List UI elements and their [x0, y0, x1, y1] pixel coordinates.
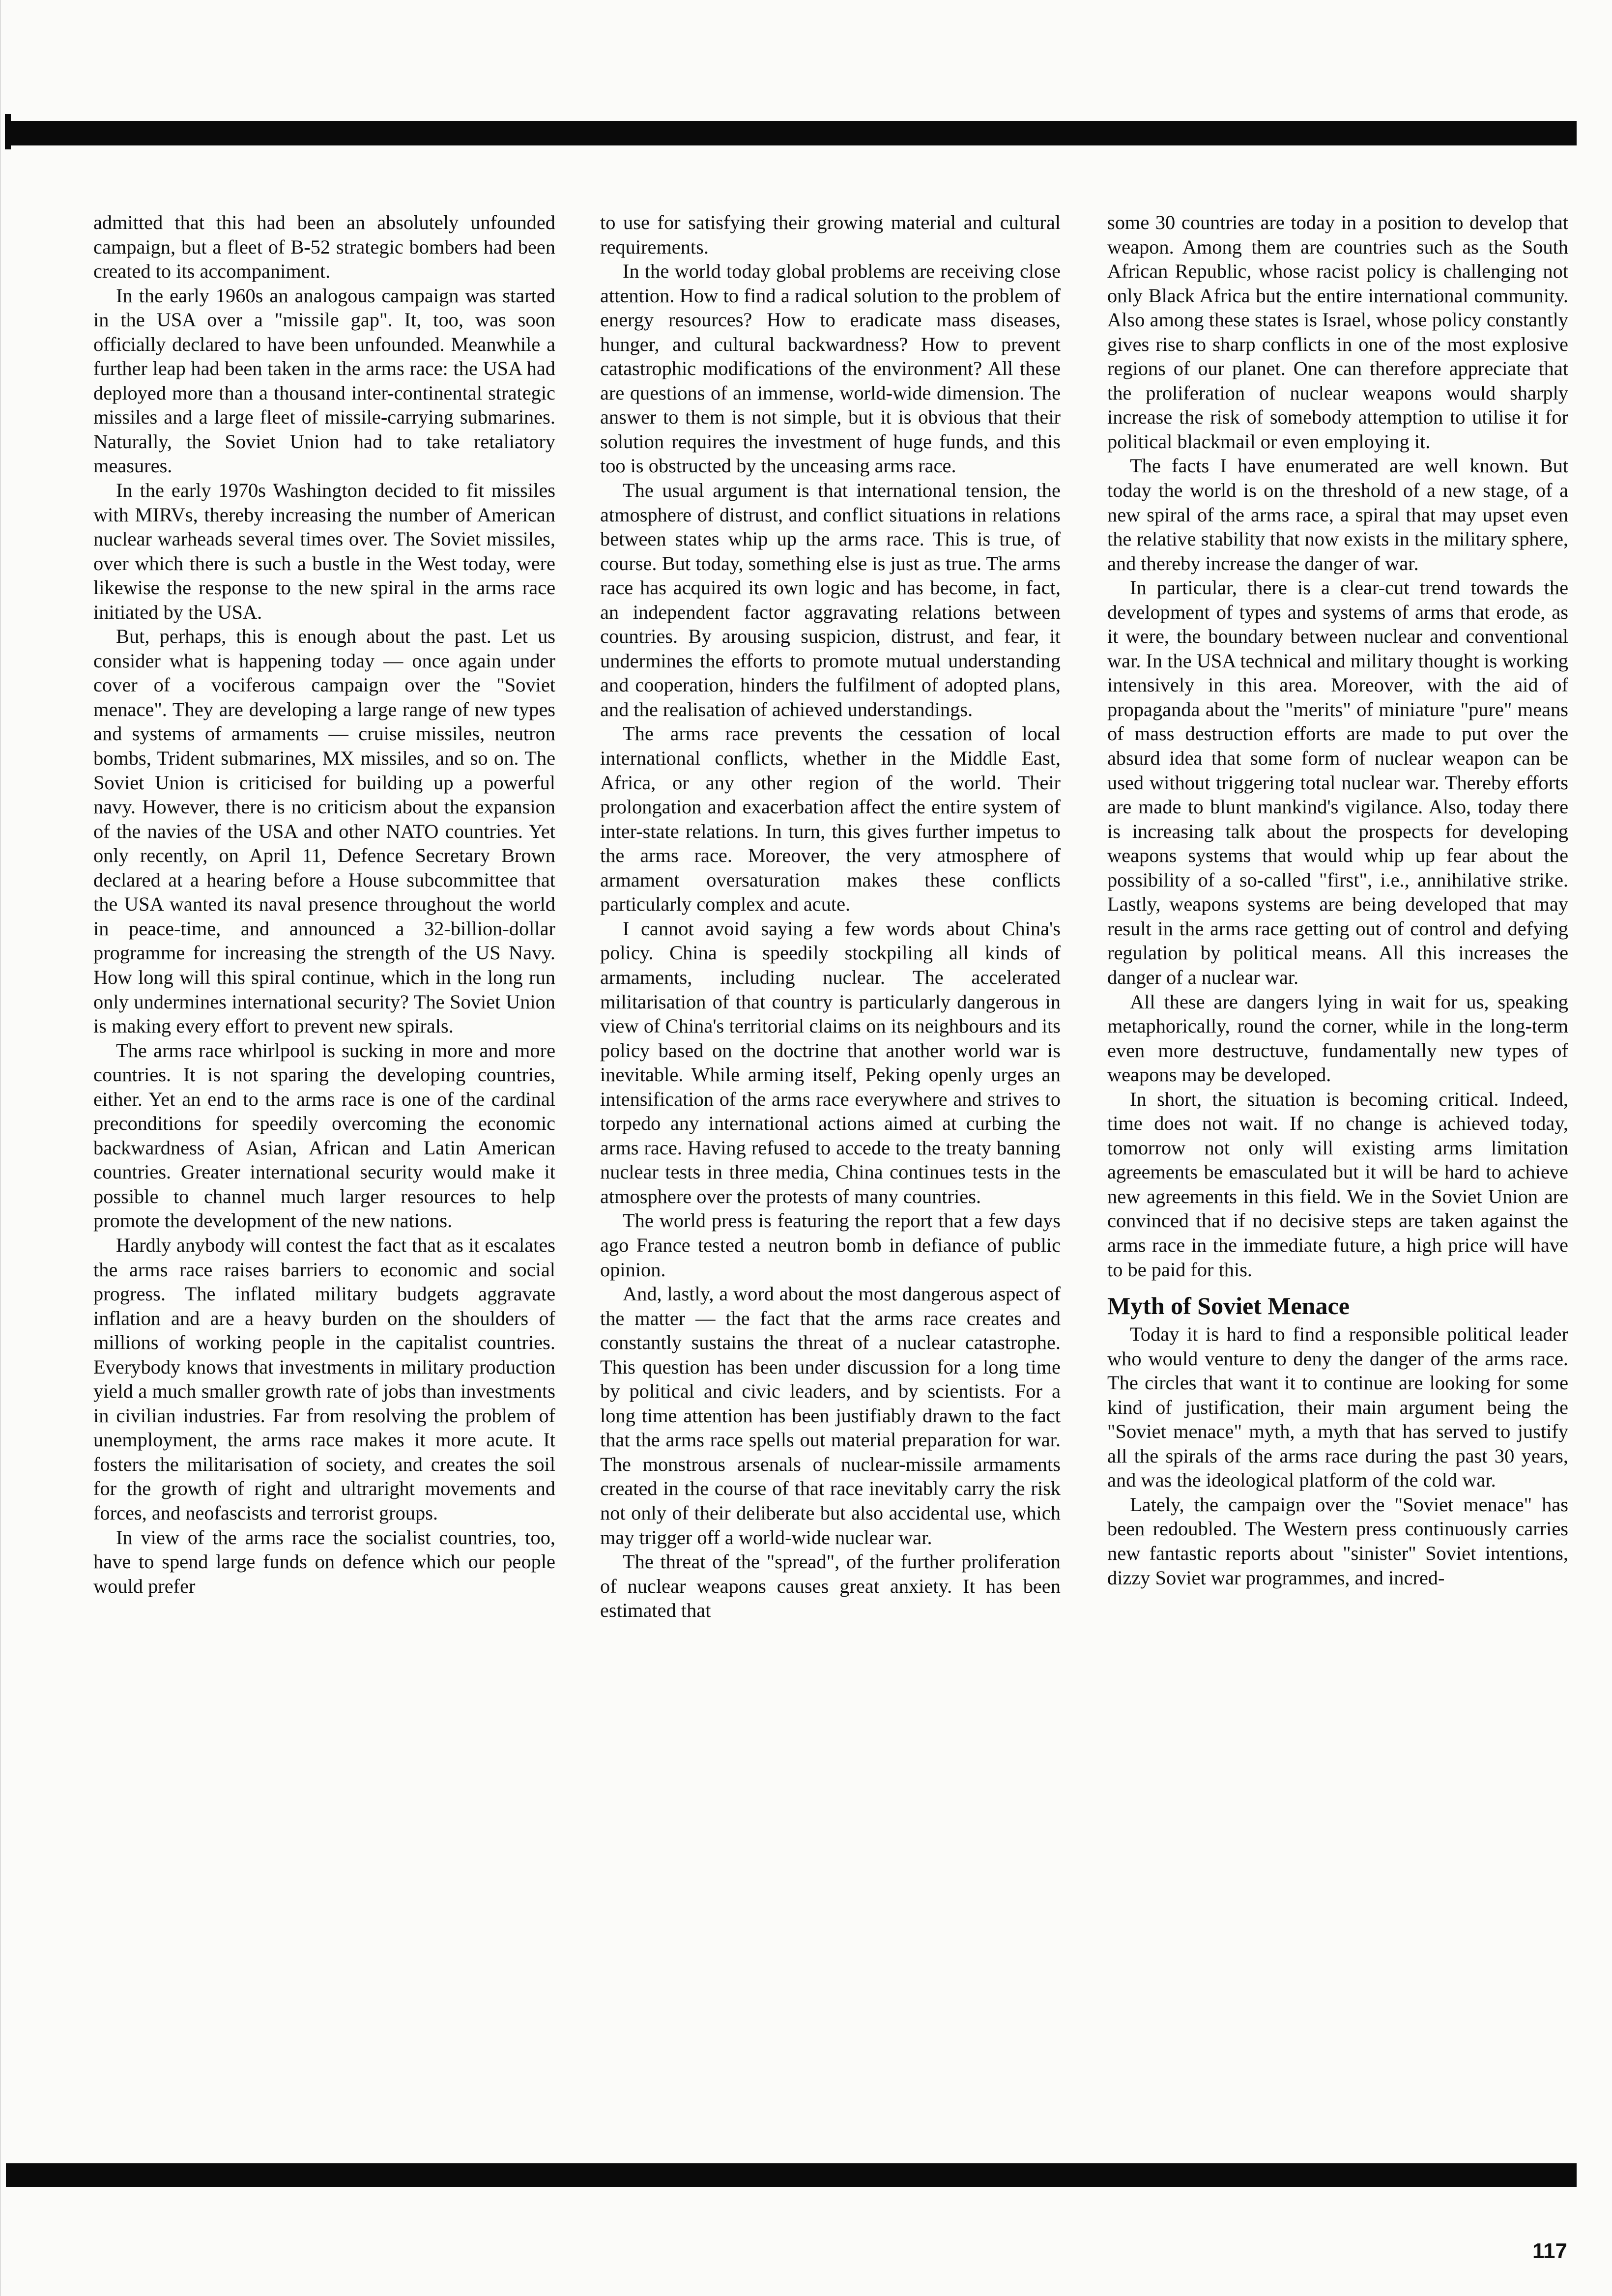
paragraph: In view of the arms race the socialist countries, too, have to spend large funds on defence which our people would prefer	[93, 1526, 555, 1597]
top-rule	[6, 121, 1577, 145]
paragraph: Lately, the campaign over the "Soviet menace" has been redoubled. The Western press continuously carries new fantastic reports about "sinister" Soviet intentions, dizzy Soviet war programmes, and incred-	[1107, 1493, 1568, 1589]
paragraph: The facts I have enumerated are well known. But today the world is on the threshold of a new stage, of a new spiral of the arms race, a spiral that may upset even the relative stability that now exists in the military sphere, and thereby increase the danger of war.	[1107, 455, 1568, 574]
text-column-1	[93, 210, 555, 1598]
paragraph: In the early 1960s an analogous campaign was started in the USA over a "missile gap". It, too, was soon officially declared to have been unfounded. Meanwhile a further leap had been taken in the arms race: the USA had deployed more than a thousand inter-continental strategic missiles and a large fleet of missile-carrying submarines. Naturally, the Soviet Union had to take retaliatory measures.	[93, 284, 555, 477]
paragraph: In short, the situation is becoming critical. Indeed, time does not wait. If no change is achieved today, tomorrow not only will existing arms limitation agreements be emasculated but it will be hard to achieve new agreements in this field. We in the Soviet Union are convinced that if no decisive steps are taken against the arms race in the immediate future, a high price will have to be paid for this.	[1107, 1088, 1568, 1281]
paragraph: Today it is hard to find a responsible political leader who would venture to deny the danger of the arms race. The circles that want it to continue are looking for some kind of justification, their main argument being the "Soviet menace" myth, a myth that has served to justify all the spirals of the arms race during the past 30 years, and was the ideological platform of the cold war.	[1107, 1323, 1568, 1492]
bottom-rule	[6, 2163, 1577, 2187]
paragraph: The world press is featuring the report that a few days ago France tested a neutron bomb in defiance of public opinion.	[600, 1209, 1061, 1281]
paragraph: The usual argument is that international tension, the atmosphere of distrust, and conflict situations in relations between states whip up the arms race. This is true, of course. But today, something else is just as true. The arms race has acquired its own logic and has become, in fact, an independent factor aggravating relations between countries. By arousing suspicion, distrust, and fear, it undermines the efforts to promote mutual understanding and cooperation, hinders the fulfilment of adopted plans, and the realisation of achieved understandings.	[600, 479, 1061, 720]
section-heading: Myth of Soviet Menace	[1107, 1292, 1350, 1320]
paragraph: But, perhaps, this is enough about the past. Let us consider what is happening today — once again under cover of a vociferous campaign over the "Soviet menace". They are developing a large range of new types and systems of armaments — cruise missiles, neutron bombs, Trident submarines, MX missiles, and so on. The Soviet Union is criticised for building up a powerful navy. However, there is no criticism about the expansion of the navies of the USA and other NATO countries. Yet only recently, on April 11, Defence Secretary Brown declared at a hearing before a House subcommittee that the USA wanted its naval presence throughout the world in peace-time, and announced a 32-billion-dollar programme for increasing the strength of the US Navy. How long will this spiral continue, which in the long run only undermines international security? The Soviet Union is making every effort to prevent new spirals.	[93, 625, 555, 1037]
paragraph: admitted that this had been an absolutely unfounded campaign, but a fleet of B-52 strategic bombers had been created to its accompaniment.	[93, 211, 555, 283]
paragraph: And, lastly, a word about the most dangerous aspect of the matter — the fact that the arms race creates and constantly sustains the threat of a nuclear catastrophe. This question has been under discussion for a long time by political and civic leaders, and by scientists. For a long time attention has been justifiably drawn to the fact that the arms race spells out material preparation for war. The monstrous arsenals of nuclear-missile armaments created in the course of that race inevitably carry the risk not only of their deliberate but also accidental use, which may trigger off a world-wide nuclear war.	[600, 1283, 1061, 1549]
paragraph: The threat of the "spread", of the further proliferation of nuclear weapons causes great anxiety. It has been estimated that	[600, 1550, 1061, 1622]
paragraph: some 30 countries are today in a position to develop that weapon. Among them are countries such as the South African Republic, whose racist policy is challenging not only Black Africa but the entire international community. Also among these states is Israel, whose policy constantly gives rise to sharp conflicts in one of the most explosive regions of our planet. One can therefore appreciate that the proliferation of nuclear weapons would sharply increase the risk of somebody attemption to utilise it for political blackmail or even employing it.	[1107, 211, 1568, 453]
paragraph: The arms race prevents the cessation of local international conflicts, whether in the Middle East, Africa, or any other region of the world. Their prolongation and exacerbation affect the entire system of inter-state relations. In turn, this gives further impetus to the arms race. Moreover, the very atmosphere of armament oversaturation makes these conflicts particularly complex and acute.	[600, 722, 1061, 916]
paragraph: I cannot avoid saying a few words about China's policy. China is speedily stockpiling all kinds of armaments, including nuclear. The accelerated militarisation of that country is particularly dangerous in view of China's territorial claims on its neighbours and its policy based on the doctrine that another world war is inevitable. While arming itself, Peking openly urges an intensification of the arms race everywhere and strives to torpedo any international actions aimed at curbing the arms race. Having refused to accede to the treaty banning nuclear tests in three media, China continues tests in the atmosphere over the protests of many countries.	[600, 917, 1061, 1207]
paragraph: In particular, there is a clear-cut trend towards the development of types and systems of arms that erode, as it were, the boundary between nuclear and conventional war. In the USA technical and military thought is working intensively in this area. Moreover, with the aid of propaganda about the "merits" of miniature "pure" means of mass destruction efforts are made to put over the absurd idea that some form of nuclear weapon can be used without triggering total nuclear war. Thereby efforts are made to blunt mankind's vigilance. Also, today there is increasing talk about the prospects for developing weapons systems that would whip up fear about the possibility of a so-called "first", i.e., annihilative strike. Lastly, weapons systems are being developed that may result in the arms race getting out of control and defying regulation by political means. All this increases the danger of a nuclear war.	[1107, 576, 1568, 988]
paragraph: All these are dangers lying in wait for us, speaking metaphorically, round the corner, while in the long-term even more destructuve, fundamentally new types of weapons may be developed.	[1107, 990, 1568, 1086]
page-number: 117	[1532, 2239, 1567, 2263]
paragraph: In the world today global problems are receiving close attention. How to find a radical solution to the problem of energy resources? How to eradicate mass diseases, hunger, and cultural backwardness? How to prevent catastrophic modifications of the environment? All these are questions of an immense, world-wide dimension. The answer to them is not simple, but it is obvious that their solution requires the investment of huge funds, and this too is obstructed by the unceasing arms race.	[600, 260, 1061, 477]
paragraph: The arms race whirlpool is sucking in more and more countries. It is not sparing the developing countries, either. Yet an end to the arms race is one of the cardinal preconditions for speedily overcoming the economic backwardness of Asian, African and Latin American countries. Greater international security would make it possible to channel much larger resources to help promote the development of the new nations.	[93, 1039, 555, 1232]
paragraph: In the early 1970s Washington decided to fit missiles with MIRVs, thereby increasing the number of American nuclear warheads several times over. The Soviet missiles, over which there is such a bustle in the West today, were likewise the response to the new spiral in the arms race initiated by the USA.	[93, 479, 555, 623]
text-column-3	[1107, 210, 1568, 1590]
paragraph: to use for satisfying their growing material and cultural requirements.	[600, 211, 1061, 258]
text-column-2	[600, 210, 1061, 1623]
paragraph: Hardly anybody will contest the fact that as it escalates the arms race raises barriers to economic and social progress. The inflated military budgets aggravate inflation and are a heavy burden on the shoulders of millions of working people in the capitalist countries. Everybody knows that investments in military production yield a much smaller growth rate of jobs than investments in civilian industries. Far from resolving the problem of unemployment, the arms race makes it more acute. It fosters the militarisation of society, and creates the soil for the growth of right and ultraright movements and forces, and neofascists and terrorist groups.	[93, 1234, 555, 1524]
